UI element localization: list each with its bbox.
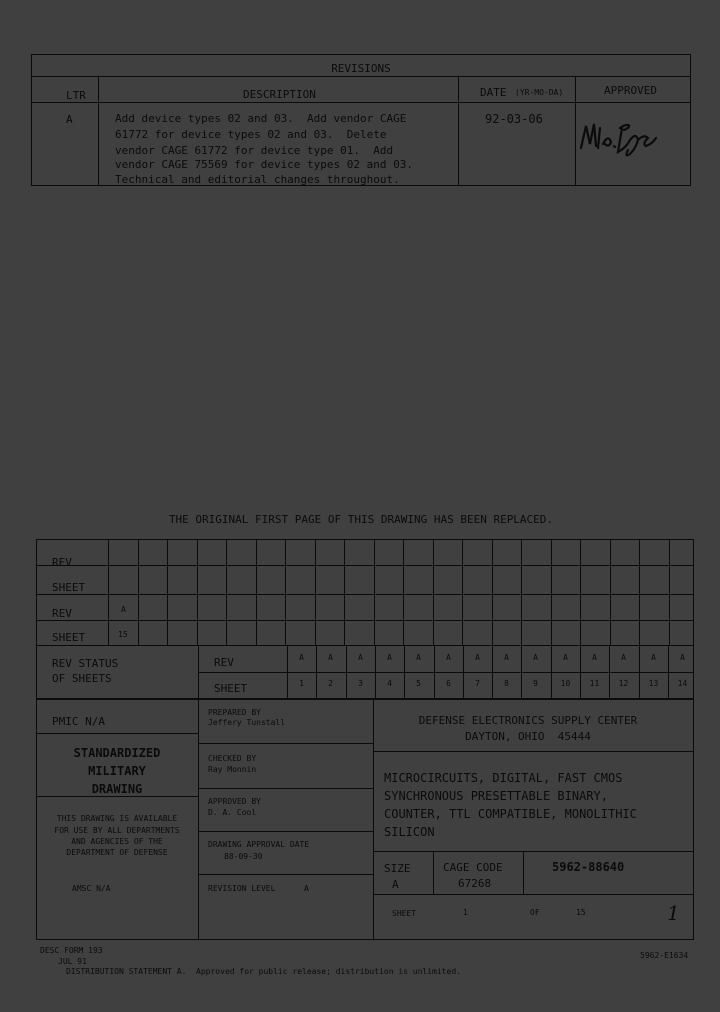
date-divider [198, 874, 373, 875]
document-code: 5962-E1634 [640, 951, 689, 960]
grid-col-divider [256, 539, 257, 645]
col-divider [458, 76, 459, 186]
size-label: SIZE [384, 862, 411, 875]
col-divider [575, 76, 576, 186]
sheet-label: SHEET [52, 581, 86, 594]
status-sheet-cell: 5 [416, 679, 421, 688]
revisions-title: REVISIONS [331, 62, 391, 75]
grid-col-divider [669, 539, 670, 645]
status-rev-cell: A [504, 653, 509, 662]
drawing-title-line: MICROCIRCUITS, DIGITAL, FAST CMOS [384, 771, 623, 785]
status-sheet-label: SHEET [214, 682, 248, 695]
status-sheet-cell: 11 [589, 679, 600, 688]
row-divider [36, 645, 694, 646]
sheet-number: 1 [463, 908, 468, 917]
status-sheet-cell: 13 [648, 679, 659, 688]
sheet-label: SHEET [52, 631, 86, 644]
of-label: OF [530, 908, 540, 917]
grid-col-divider [521, 539, 522, 645]
status-rev-cell: A [328, 653, 333, 662]
status-rev-cell: A [475, 653, 480, 662]
avail-line: DEPARTMENT OF DEFENSE [66, 848, 168, 857]
cage-col-divider [523, 851, 524, 894]
replaced-notice: THE ORIGINAL FIRST PAGE OF THIS DRAWING HAS BEEN REPLACED. [168, 513, 554, 526]
status-rev-cell: A [358, 653, 363, 662]
status-sheet-cell: 2 [328, 679, 333, 688]
distribution-statement: DISTRIBUTION STATEMENT A. Approved for public release; distribution is unlimited. [66, 967, 461, 976]
grid-col-divider [374, 539, 375, 645]
drawing-number: 5962-88640 [552, 860, 625, 874]
grid-col-divider [639, 539, 640, 645]
left-col-divider [198, 699, 199, 940]
grid-col-divider [285, 539, 286, 645]
revision-ltr: A [66, 113, 73, 126]
rev-sheet-table [36, 539, 694, 699]
status-rev-cell: A [651, 653, 656, 662]
status-sheet-cell: 6 [446, 679, 451, 688]
agency-name: DEFENSE ELECTRONICS SUPPLY CENTER [418, 714, 638, 727]
form-number: DESC FORM 193 [40, 946, 103, 955]
status-sheet-cell: 3 [358, 679, 363, 688]
avail-line: THIS DRAWING IS AVAILABLE [56, 814, 178, 823]
revision-desc-line: vendor CAGE 61772 for device type 01. Add [115, 144, 394, 157]
rev-status-label: REV STATUS [52, 657, 119, 670]
rev-cell: A [121, 605, 126, 614]
drawing-title-line: SILICON [384, 825, 435, 839]
form-date: JUL 91 [58, 957, 87, 966]
revisions-title-divider [31, 76, 691, 77]
label-col-divider [108, 539, 109, 645]
header-date: DATE [480, 86, 507, 99]
grid-col-divider [138, 539, 139, 645]
header-ltr: LTR [66, 89, 86, 102]
sheet-label: SHEET [392, 909, 417, 918]
row-divider [36, 565, 694, 566]
status-sheet-cell: 9 [533, 679, 538, 688]
status-sheet-cell: 12 [618, 679, 629, 688]
header-approved: APPROVED [604, 84, 657, 97]
revision-level: A [304, 884, 309, 893]
status-rev-cell: A [563, 653, 568, 662]
header-date-format: (YR-MO-DA) [515, 88, 564, 97]
corner-mark: 1 [667, 901, 680, 925]
prep-divider [198, 743, 373, 744]
std-line: MILITARY [88, 764, 146, 778]
grid-col-divider [403, 539, 404, 645]
grid-col-divider [315, 539, 316, 645]
grid-col-divider [197, 539, 198, 645]
header-description: DESCRIPTION [243, 88, 316, 101]
approved-name: D. A. Cool [208, 808, 257, 817]
approval-date-label: DRAWING APPROVAL DATE [208, 840, 310, 849]
sheet-total: 15 [576, 908, 586, 917]
cage-label: CAGE CODE [443, 861, 503, 874]
pmic: PMIC N/A [52, 715, 105, 728]
prepared-name: Jeffery Tunstall [208, 718, 286, 727]
approval-signature [578, 118, 673, 160]
row-divider [36, 620, 694, 621]
status-rev-cell: A [446, 653, 451, 662]
grid-col-divider [580, 539, 581, 645]
revision-date: 92-03-06 [485, 112, 543, 126]
revision-desc-line: Add device types 02 and 03. Add vendor CAGE [115, 112, 407, 125]
status-rev-cell: A [387, 653, 392, 662]
size-value: A [392, 878, 399, 891]
amsc: AMSC N/A [72, 884, 111, 893]
status-sheet-cell: 7 [475, 679, 480, 688]
status-rev-cell: A [416, 653, 421, 662]
approved-label: APPROVED BY [208, 797, 261, 806]
revisions-header-divider [31, 102, 691, 103]
grid-col-divider [344, 539, 345, 645]
grid-col-divider [610, 539, 611, 645]
status-sheet-cell: 4 [387, 679, 392, 688]
grid-col-divider [433, 539, 434, 645]
revision-desc-line: Technical and editorial changes throughout. [115, 173, 400, 186]
status-sheet-cell: 10 [560, 679, 571, 688]
status-rev-cell: A [680, 653, 685, 662]
drawing-title-line: COUNTER, TTL COMPATIBLE, MONOLITHIC [384, 807, 637, 821]
status-rev-cell: A [299, 653, 304, 662]
std-divider [36, 796, 198, 797]
row-divider [36, 594, 694, 595]
avail-line: FOR USE BY ALL DEPARTMENTS [54, 826, 180, 835]
grid-col-divider [462, 539, 463, 645]
approval-date: 88-09-30 [224, 852, 263, 861]
grid-col-divider [492, 539, 493, 645]
size-divider [373, 894, 694, 895]
appr-divider [198, 831, 373, 832]
std-line: DRAWING [91, 782, 143, 796]
cage-value: 67268 [458, 877, 492, 890]
revision-desc-line: 61772 for device types 02 and 03. Delete [115, 128, 387, 141]
status-sheet-cell: 1 [299, 679, 304, 688]
grid-col-divider [226, 539, 227, 645]
avail-line: AND AGENCIES OF THE [71, 837, 163, 846]
std-line: STANDARDIZED [73, 746, 161, 760]
grid-col-divider [551, 539, 552, 645]
title-divider [373, 851, 694, 852]
prepared-label: PREPARED BY [208, 708, 261, 717]
status-sheet-cell: 8 [504, 679, 509, 688]
pmic-divider [36, 733, 198, 734]
revision-desc-line: vendor CAGE 75569 for device types 02 and 03. [115, 158, 414, 171]
status-sheet-cell: 14 [677, 679, 688, 688]
checked-label: CHECKED BY [208, 754, 257, 763]
checked-name: Ray Monnin [208, 765, 257, 774]
col-divider [98, 76, 99, 186]
rev-label: REV [52, 607, 72, 620]
row-divider [198, 672, 694, 673]
status-rev-cell: A [621, 653, 626, 662]
status-col-divider [198, 645, 199, 699]
grid-col-divider [167, 539, 168, 645]
status-rev-label: REV [214, 656, 234, 669]
rev-status-label: OF SHEETS [52, 672, 112, 685]
revision-level-label: REVISION LEVEL [208, 884, 276, 893]
rev-label: REV [52, 556, 72, 569]
status-rev-cell: A [533, 653, 538, 662]
sheet-cell: 15 [118, 630, 128, 639]
drawing-title-line: SYNCHRONOUS PRESETTABLE BINARY, [384, 789, 608, 803]
check-divider [198, 788, 373, 789]
size-col-divider [433, 851, 434, 894]
agency-divider [373, 751, 694, 752]
status-rev-cell: A [592, 653, 597, 662]
agency-location: DAYTON, OHIO 45444 [465, 730, 591, 743]
